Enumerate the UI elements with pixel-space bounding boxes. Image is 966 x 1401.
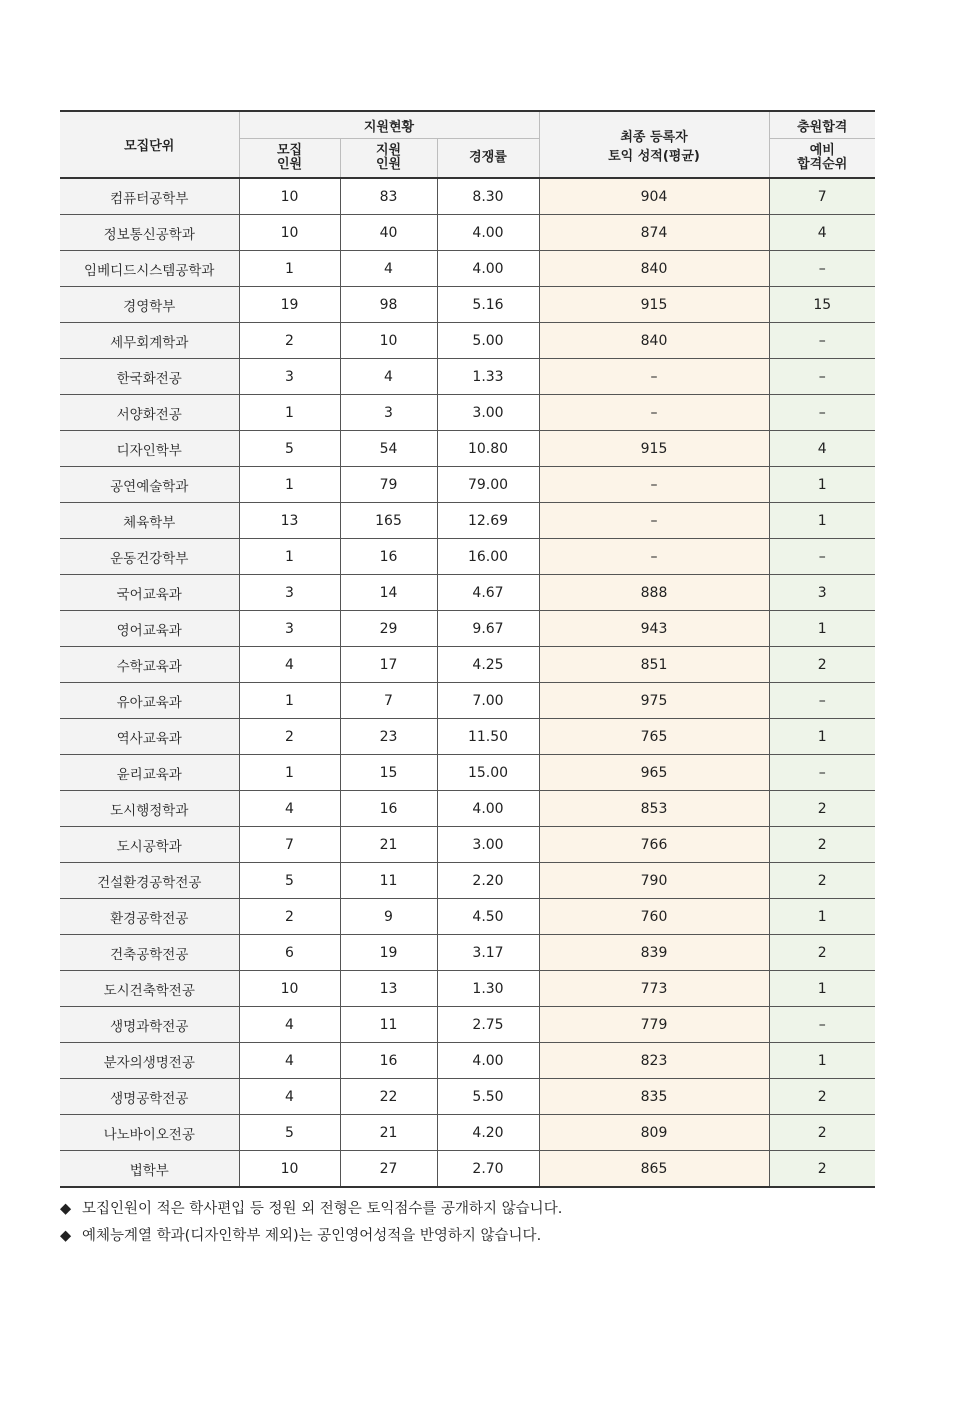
cell-toeic: 853 [539, 791, 769, 827]
cell-quota: 4 [239, 1007, 340, 1043]
cell-applicants: 27 [340, 1151, 437, 1188]
cell-ratio: 4.00 [437, 1043, 539, 1079]
cell-rank: – [769, 1007, 875, 1043]
cell-applicants: 11 [340, 863, 437, 899]
cell-quota: 1 [239, 683, 340, 719]
table-row [60, 1043, 875, 1079]
table-row [60, 539, 875, 575]
cell-ratio: 7.00 [437, 683, 539, 719]
cell-applicants: 23 [340, 719, 437, 755]
cell-unit: 운동건강학부 [60, 539, 239, 575]
cell-rank: – [769, 683, 875, 719]
table-row [60, 251, 875, 287]
cell-quota: 6 [239, 935, 340, 971]
cell-rank: 1 [769, 503, 875, 539]
cell-toeic: 975 [539, 683, 769, 719]
cell-applicants: 13 [340, 971, 437, 1007]
cell-toeic: 766 [539, 827, 769, 863]
table-row [60, 1079, 875, 1115]
cell-applicants: 21 [340, 827, 437, 863]
table-row [60, 755, 875, 791]
cell-ratio: 12.69 [437, 503, 539, 539]
notes [60, 1196, 562, 1250]
cell-quota: 10 [239, 1151, 340, 1188]
cell-unit: 나노바이오전공 [60, 1115, 239, 1151]
cell-rank: – [769, 323, 875, 359]
cell-ratio: 3.17 [437, 935, 539, 971]
cell-unit: 정보통신공학과 [60, 215, 239, 251]
cell-unit: 체육학부 [60, 503, 239, 539]
header-quota [239, 139, 340, 179]
cell-unit: 도시공학과 [60, 827, 239, 863]
cell-applicants: 14 [340, 575, 437, 611]
header-applicants [340, 139, 437, 179]
cell-quota: 1 [239, 467, 340, 503]
cell-applicants: 54 [340, 431, 437, 467]
table-row [60, 719, 875, 755]
cell-rank: 15 [769, 287, 875, 323]
cell-ratio: 15.00 [437, 755, 539, 791]
header-toeic [539, 111, 769, 178]
cell-applicants: 16 [340, 539, 437, 575]
cell-applicants: 83 [340, 178, 437, 215]
cell-toeic: 839 [539, 935, 769, 971]
cell-applicants: 16 [340, 1043, 437, 1079]
cell-applicants: 4 [340, 359, 437, 395]
cell-quota: 2 [239, 323, 340, 359]
header-rank-line2: 합격순위 [797, 157, 848, 172]
cell-ratio: 2.75 [437, 1007, 539, 1043]
cell-ratio: 3.00 [437, 827, 539, 863]
cell-quota: 3 [239, 359, 340, 395]
cell-applicants: 98 [340, 287, 437, 323]
cell-rank: 2 [769, 1079, 875, 1115]
cell-quota: 1 [239, 251, 340, 287]
cell-applicants: 17 [340, 647, 437, 683]
header-quota-line2: 인원 [276, 157, 303, 172]
header-applicants-line1: 지원 [375, 143, 402, 158]
table-row [60, 791, 875, 827]
cell-toeic: 835 [539, 1079, 769, 1115]
table-row [60, 431, 875, 467]
cell-ratio: 16.00 [437, 539, 539, 575]
cell-rank: 2 [769, 827, 875, 863]
diamond-bullet-icon: ◆ [60, 1201, 72, 1217]
cell-rank: 1 [769, 719, 875, 755]
cell-unit: 생명과학전공 [60, 1007, 239, 1043]
header-unit: 모집단위 [60, 111, 239, 178]
cell-toeic: – [539, 539, 769, 575]
header-toeic-line2: 토익 성적(평균) [608, 148, 700, 164]
cell-rank: 2 [769, 1115, 875, 1151]
cell-quota: 19 [239, 287, 340, 323]
cell-quota: 4 [239, 1079, 340, 1115]
cell-quota: 13 [239, 503, 340, 539]
table-row [60, 935, 875, 971]
cell-toeic: 915 [539, 431, 769, 467]
table-row [60, 683, 875, 719]
cell-applicants: 29 [340, 611, 437, 647]
cell-rank: 3 [769, 575, 875, 611]
cell-quota: 5 [239, 431, 340, 467]
table-header [60, 111, 875, 178]
cell-ratio: 4.00 [437, 215, 539, 251]
cell-rank: 1 [769, 899, 875, 935]
table-row [60, 467, 875, 503]
cell-ratio: 5.16 [437, 287, 539, 323]
diamond-bullet-icon: ◆ [60, 1228, 72, 1244]
header-rank-line1: 예비 [809, 143, 835, 158]
cell-toeic: 773 [539, 971, 769, 1007]
cell-toeic: – [539, 395, 769, 431]
cell-ratio: 79.00 [437, 467, 539, 503]
cell-unit: 한국화전공 [60, 359, 239, 395]
table-row [60, 899, 875, 935]
cell-toeic: – [539, 359, 769, 395]
cell-toeic: 823 [539, 1043, 769, 1079]
cell-ratio: 2.20 [437, 863, 539, 899]
header-rank [769, 139, 875, 179]
cell-toeic: 790 [539, 863, 769, 899]
table-row [60, 971, 875, 1007]
cell-rank: 7 [769, 178, 875, 215]
cell-quota: 5 [239, 1115, 340, 1151]
table-row [60, 827, 875, 863]
admission-results-table-container [60, 110, 875, 1188]
table-row [60, 287, 875, 323]
note-item [60, 1223, 562, 1250]
cell-unit: 법학부 [60, 1151, 239, 1188]
table-row [60, 647, 875, 683]
cell-unit: 건설환경공학전공 [60, 863, 239, 899]
table-row [60, 215, 875, 251]
cell-rank: – [769, 755, 875, 791]
cell-toeic: 904 [539, 178, 769, 215]
cell-rank: 4 [769, 431, 875, 467]
cell-unit: 역사교육과 [60, 719, 239, 755]
cell-toeic: 874 [539, 215, 769, 251]
cell-ratio: 4.67 [437, 575, 539, 611]
cell-ratio: 5.50 [437, 1079, 539, 1115]
cell-rank: 4 [769, 215, 875, 251]
cell-applicants: 11 [340, 1007, 437, 1043]
cell-rank: 1 [769, 1043, 875, 1079]
table-row [60, 395, 875, 431]
cell-unit: 분자의생명전공 [60, 1043, 239, 1079]
header-toeic-line1: 최종 등록자 [620, 129, 688, 145]
cell-toeic: – [539, 503, 769, 539]
cell-ratio: 4.20 [437, 1115, 539, 1151]
cell-applicants: 21 [340, 1115, 437, 1151]
cell-toeic: 965 [539, 755, 769, 791]
cell-quota: 2 [239, 899, 340, 935]
cell-toeic: 888 [539, 575, 769, 611]
cell-unit: 도시행정학과 [60, 791, 239, 827]
cell-applicants: 15 [340, 755, 437, 791]
header-quota-line1: 모집 [276, 143, 303, 158]
table-row [60, 575, 875, 611]
cell-ratio: 11.50 [437, 719, 539, 755]
cell-quota: 7 [239, 827, 340, 863]
cell-toeic: 809 [539, 1115, 769, 1151]
cell-applicants: 79 [340, 467, 437, 503]
cell-applicants: 165 [340, 503, 437, 539]
cell-applicants: 3 [340, 395, 437, 431]
cell-rank: 2 [769, 791, 875, 827]
cell-quota: 3 [239, 611, 340, 647]
cell-unit: 윤리교육과 [60, 755, 239, 791]
cell-unit: 도시건축학전공 [60, 971, 239, 1007]
table-body [60, 178, 875, 1187]
cell-applicants: 16 [340, 791, 437, 827]
cell-toeic: 915 [539, 287, 769, 323]
table-row [60, 323, 875, 359]
cell-unit: 세무회계학과 [60, 323, 239, 359]
cell-ratio: 1.30 [437, 971, 539, 1007]
cell-rank: 1 [769, 971, 875, 1007]
cell-ratio: 8.30 [437, 178, 539, 215]
cell-unit: 디자인학부 [60, 431, 239, 467]
cell-applicants: 9 [340, 899, 437, 935]
cell-rank: 1 [769, 467, 875, 503]
header-ratio: 경쟁률 [437, 139, 539, 179]
cell-unit: 수학교육과 [60, 647, 239, 683]
table-row [60, 1151, 875, 1188]
cell-rank: 2 [769, 863, 875, 899]
header-extra: 충원합격 [769, 111, 875, 139]
cell-rank: – [769, 539, 875, 575]
cell-applicants: 40 [340, 215, 437, 251]
note-text: 예체능계열 학과(디자인학부 제외)는 공인영어성적을 반영하지 않습니다. [82, 1228, 542, 1244]
cell-rank: – [769, 251, 875, 287]
cell-rank: – [769, 359, 875, 395]
cell-toeic: 840 [539, 251, 769, 287]
cell-rank: 2 [769, 647, 875, 683]
cell-ratio: 10.80 [437, 431, 539, 467]
cell-toeic: 779 [539, 1007, 769, 1043]
cell-toeic: 840 [539, 323, 769, 359]
cell-unit: 영어교육과 [60, 611, 239, 647]
cell-unit: 컴퓨터공학부 [60, 178, 239, 215]
table-row [60, 1115, 875, 1151]
cell-toeic: 760 [539, 899, 769, 935]
table-row [60, 863, 875, 899]
cell-rank: 2 [769, 1151, 875, 1188]
cell-applicants: 19 [340, 935, 437, 971]
cell-unit: 국어교육과 [60, 575, 239, 611]
table-row [60, 178, 875, 215]
cell-unit: 서양화전공 [60, 395, 239, 431]
header-applicants-line2: 인원 [375, 157, 402, 172]
cell-ratio: 2.70 [437, 1151, 539, 1188]
cell-quota: 1 [239, 539, 340, 575]
cell-applicants: 10 [340, 323, 437, 359]
cell-quota: 1 [239, 755, 340, 791]
cell-unit: 유아교육과 [60, 683, 239, 719]
cell-quota: 3 [239, 575, 340, 611]
header-apply-status: 지원현황 [239, 111, 539, 139]
cell-ratio: 4.25 [437, 647, 539, 683]
cell-ratio: 5.00 [437, 323, 539, 359]
cell-ratio: 1.33 [437, 359, 539, 395]
table-row [60, 1007, 875, 1043]
cell-quota: 4 [239, 1043, 340, 1079]
cell-rank: – [769, 395, 875, 431]
cell-unit: 경영학부 [60, 287, 239, 323]
cell-applicants: 4 [340, 251, 437, 287]
table-row [60, 611, 875, 647]
cell-quota: 10 [239, 178, 340, 215]
cell-ratio: 3.00 [437, 395, 539, 431]
cell-ratio: 4.00 [437, 251, 539, 287]
cell-quota: 2 [239, 719, 340, 755]
note-text: 모집인원이 적은 학사편입 등 정원 외 전형은 토익점수를 공개하지 않습니다. [82, 1201, 563, 1217]
note-item [60, 1196, 562, 1223]
cell-toeic: – [539, 467, 769, 503]
cell-quota: 4 [239, 647, 340, 683]
cell-rank: 2 [769, 935, 875, 971]
cell-quota: 4 [239, 791, 340, 827]
cell-unit: 환경공학전공 [60, 899, 239, 935]
cell-unit: 공연예술학과 [60, 467, 239, 503]
cell-toeic: 943 [539, 611, 769, 647]
cell-unit: 임베디드시스템공학과 [60, 251, 239, 287]
table-row [60, 503, 875, 539]
cell-unit: 생명공학전공 [60, 1079, 239, 1115]
cell-ratio: 4.50 [437, 899, 539, 935]
cell-rank: 1 [769, 611, 875, 647]
cell-quota: 10 [239, 215, 340, 251]
cell-quota: 5 [239, 863, 340, 899]
admission-results-table [60, 110, 875, 1188]
cell-applicants: 22 [340, 1079, 437, 1115]
cell-ratio: 4.00 [437, 791, 539, 827]
cell-unit: 건축공학전공 [60, 935, 239, 971]
cell-quota: 1 [239, 395, 340, 431]
table-row [60, 359, 875, 395]
cell-ratio: 9.67 [437, 611, 539, 647]
cell-applicants: 7 [340, 683, 437, 719]
cell-toeic: 851 [539, 647, 769, 683]
cell-quota: 10 [239, 971, 340, 1007]
cell-toeic: 765 [539, 719, 769, 755]
cell-toeic: 865 [539, 1151, 769, 1188]
